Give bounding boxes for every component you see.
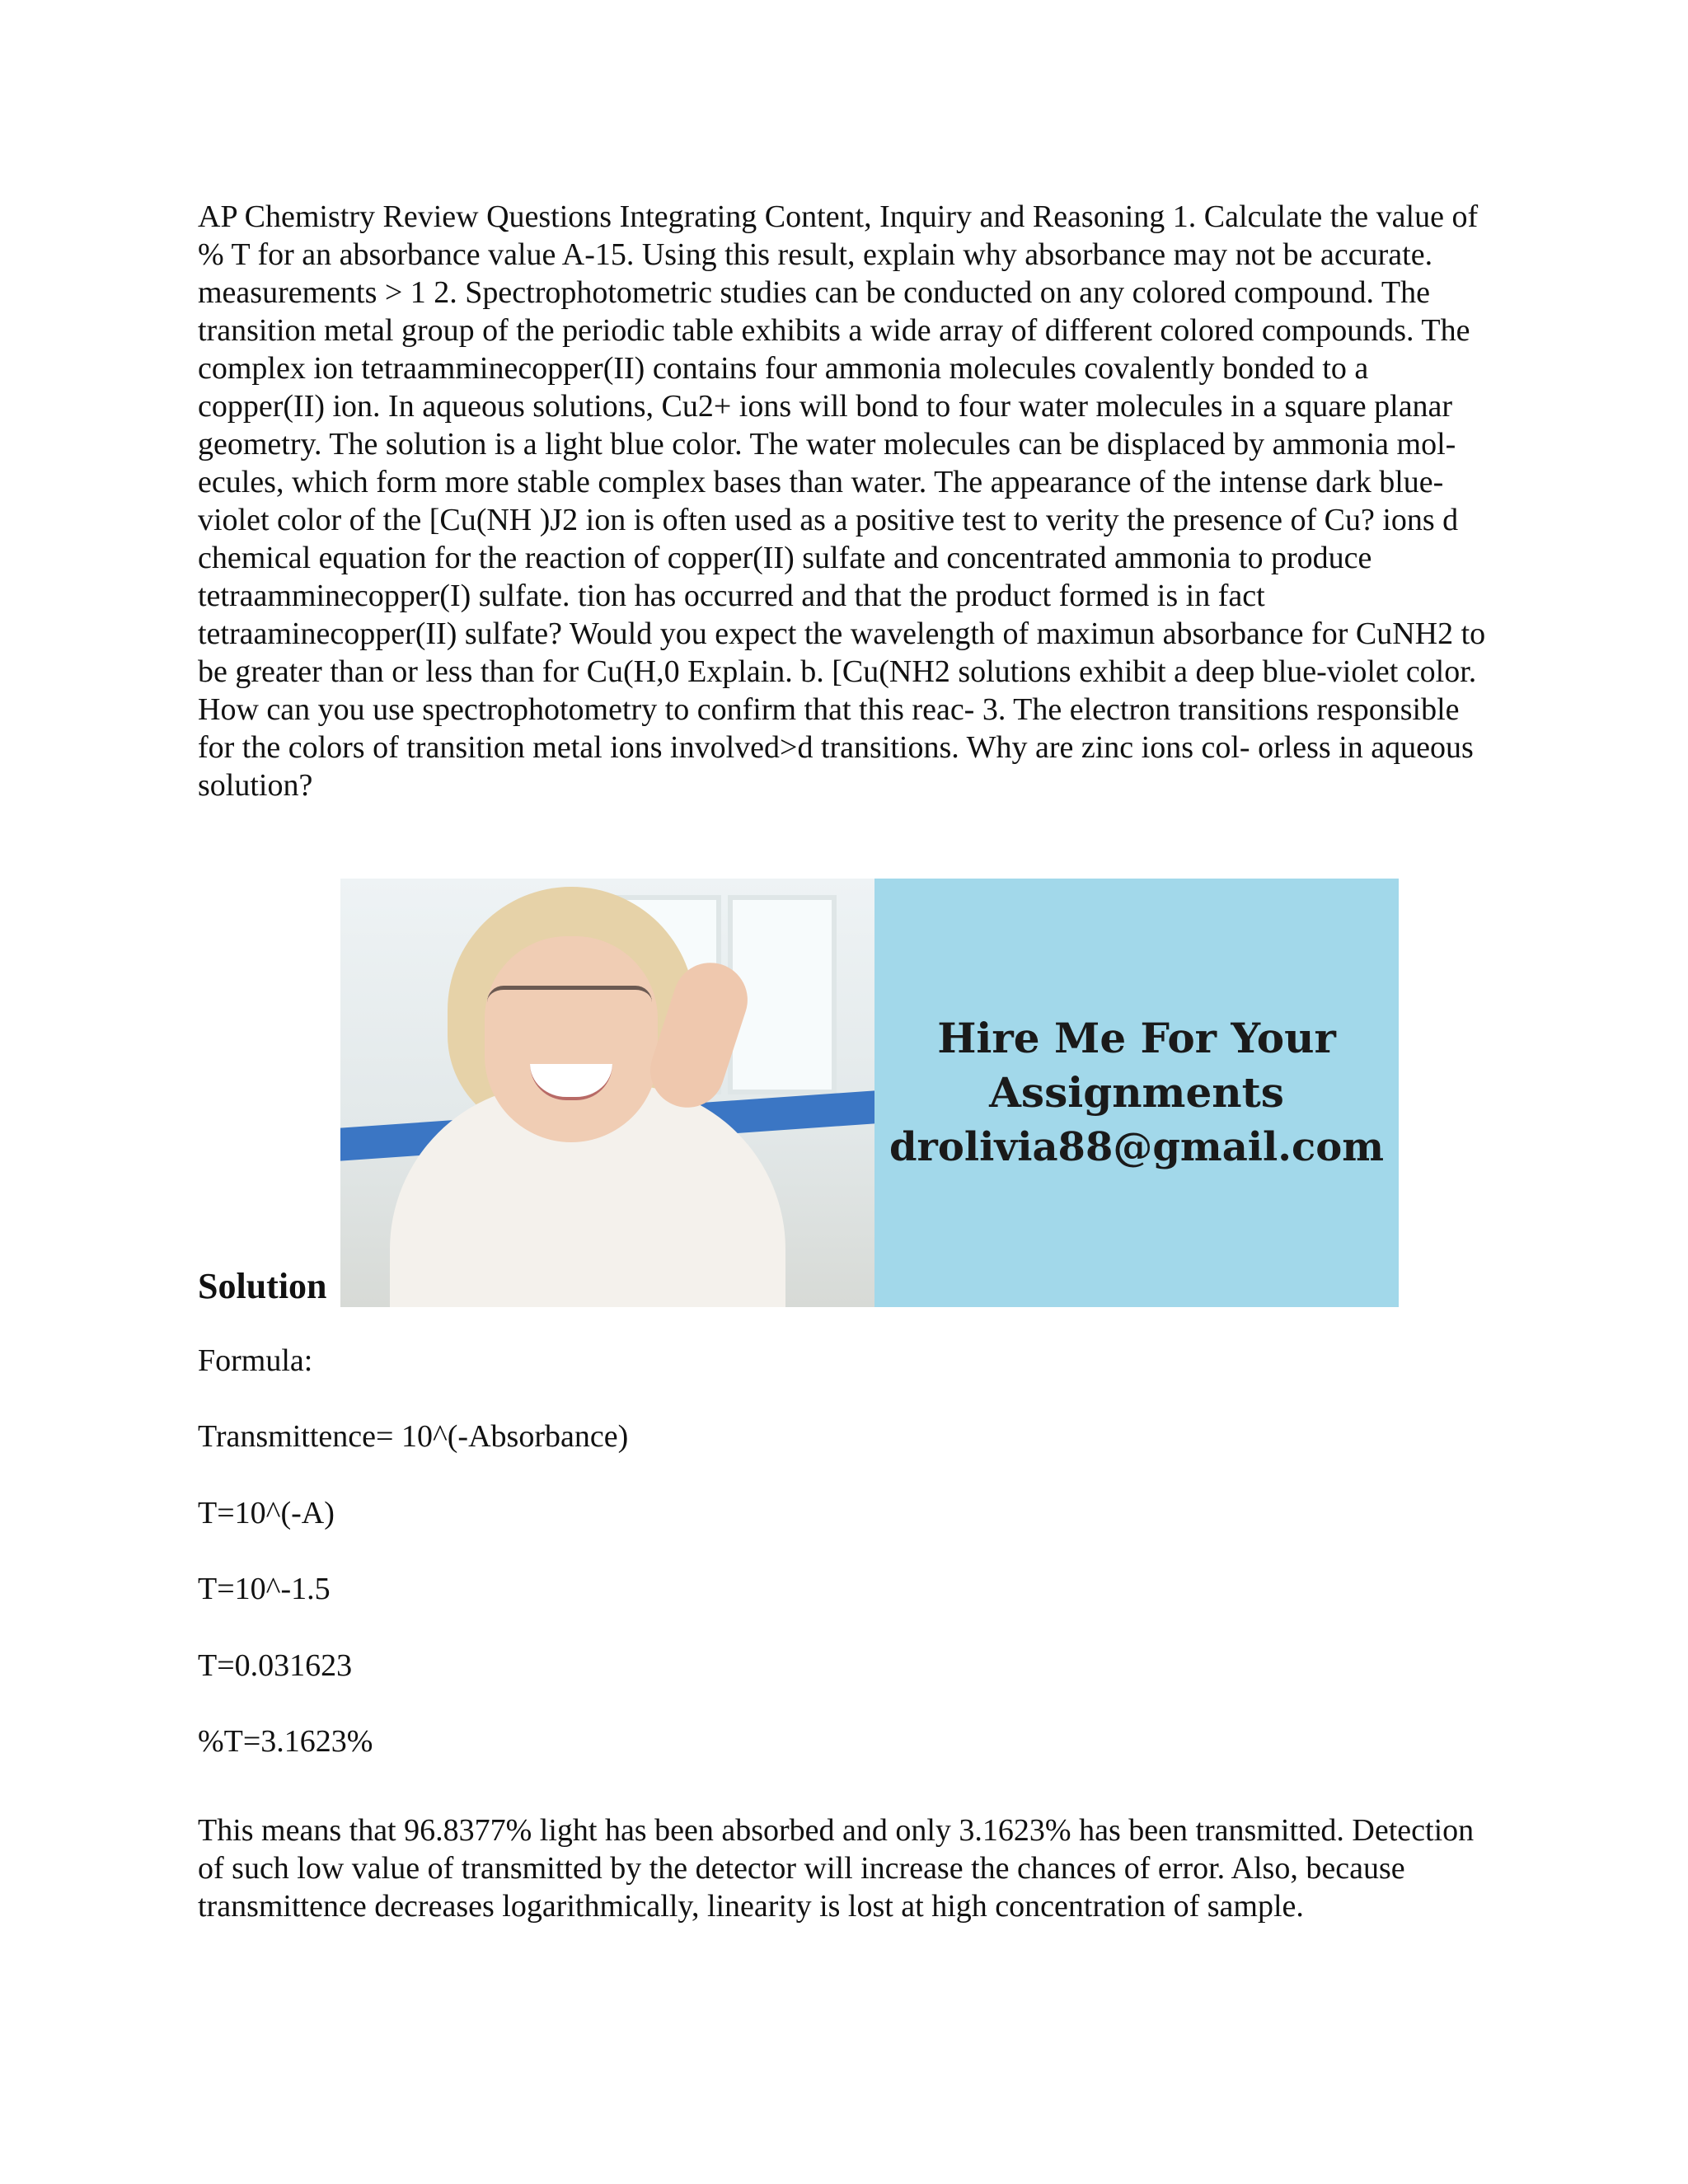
banner-email: drolivia88@gmail.com <box>889 1124 1385 1170</box>
banner-photo-woman <box>340 879 874 1307</box>
solution-heading: Solution <box>198 1266 327 1306</box>
solution-banner-row <box>198 879 1434 1307</box>
solution-step-2: T=10^(-A) <box>198 1496 335 1530</box>
question-text: AP Chemistry Review Questions Integrating Content, Inquiry and Reasoning 1. Calculate the value of % T for an absorbance value A-15. Using this result, explain why absorbance may not be accurate. measurements > 1 2. Spectrophotometric studies can be conducted on any colored compound. The transition metal group of the periodic table exhibits a wide array of different colored compounds. The complex ion tetraamminecopper(II) contains four ammonia molecules covalently bonded to a copper(II) ion. In aqueous solutions, Cu2+ ions will bond to four water molecules in a square planar geometry. The solution is a light blue color. The water molecules can be displaced by ammonia mol- ecules, which form more stable complex bases than water. The appearance of the intense dark blue-violet color of the [Cu(NH )J2 ion is often used as a positive test to verity the presence of Cu? ions d chemical equation for the reaction of copper(II) sulfate and concentrated ammonia to produce tetraamminecopper(I) sulfate. tion has occurred and that the product formed is in fact tetraaminecopper(II) sulfate? Would you expect the wavelength of maximun absorbance for CuNH2 to be greater than or less than for Cu(H,0 Explain. b. [Cu(NH2 solutions exhibit a deep blue-violet color. How can you use spectrophotometry to confirm that this reac- 3. The electron transitions responsible for the colors of transition metal ions involved>d transitions. Why are zinc ions col- orless in aqueous solution? <box>198 199 1486 803</box>
glasses-icon <box>487 986 652 1023</box>
advertisement-banner <box>340 879 1399 1307</box>
banner-text-panel <box>874 879 1399 1307</box>
banner-line-2: Assignments <box>989 1068 1284 1117</box>
formula-label: Formula: <box>198 1343 313 1378</box>
solution-step-1: Transmittence= 10^(-Absorbance) <box>198 1419 629 1454</box>
banner-line-1: Hire Me For Your <box>937 1014 1336 1062</box>
solution-explanation: This means that 96.8377% light has been absorbed and only 3.1623% has been transmitted. Detection of such low value of transmitted by the detector will increase the chances of error. Also, because transmittence decreases logarithmically, linearity is lost at high concentration of sample. <box>198 1813 1475 1924</box>
solution-step-4: T=0.031623 <box>198 1648 353 1683</box>
solution-step-5: %T=3.1623% <box>198 1724 373 1759</box>
solution-step-3: T=10^-1.5 <box>198 1572 331 1606</box>
